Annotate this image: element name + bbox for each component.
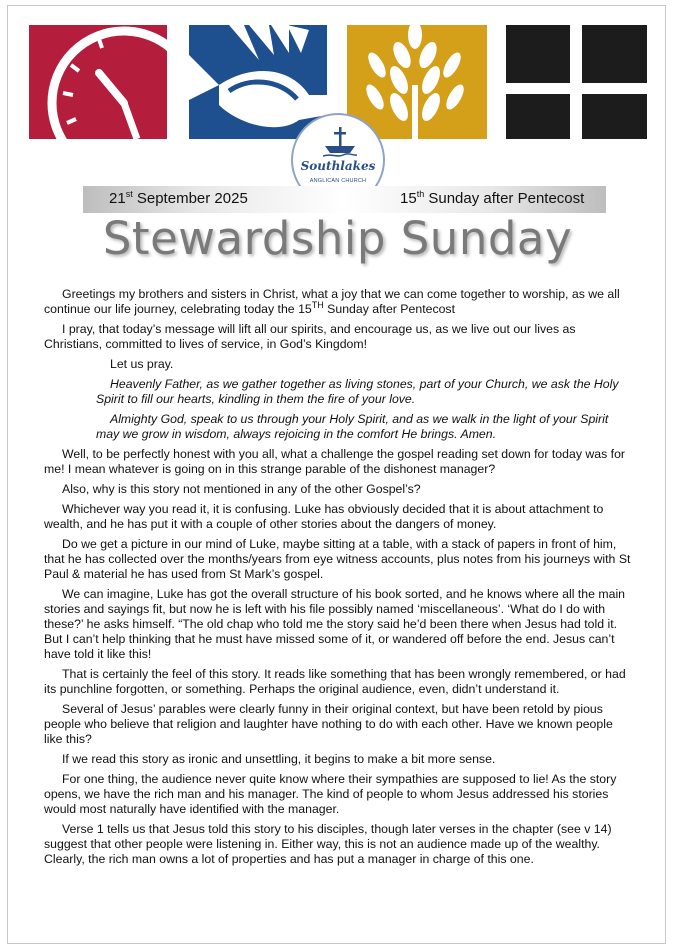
- prayer-almighty-god: Almighty God, speak to us through your Holy Spirit, and as we walk in the light of your Spirit may we grow in wisdom, always rejoicing in the comfort He brings. Amen.: [96, 412, 609, 441]
- cross-icon: [506, 25, 647, 139]
- banner-wheat-panel: [347, 25, 487, 139]
- paragraph-body: That is certainly the feel of this story. It reads like something that has been wrongly remembered, or had its punchline forgotten, or something. Perhaps the original audience, even, didn’t understand it.: [44, 667, 626, 696]
- logo-subtitle: ANGLICAN CHURCH: [309, 178, 367, 184]
- prayer-heavenly-father: Heavenly Father, as we gather together as living stones, part of your Church, we ask the Holy Spirit to fill our hearts, kindling in them the fire of your love.: [96, 377, 619, 406]
- page-title: Stewardship Sunday: [102, 212, 573, 265]
- service-date: 21st September 2025: [109, 189, 248, 207]
- paragraph-intro-prayer: I pray, that today’s message will lift all our spirits, and encourage us, as we live out our lives as Christians, committed to lives of service, in God’s Kingdom!: [44, 322, 576, 351]
- paragraph-body: We can imagine, Luke has got the overall structure of his book sorted, and he knows where all the main stories and sayings fit, but now he is left with his file possibly named ‘miscellaneous’. ‘What do I do with these?’ he asks himself. “The old chap who told me the story said he’d been there when Jesus had told it. But I can’t help thinking that he must have missed some of it, or wandered off before the end. Jesus can’t have told it like this!: [44, 587, 626, 661]
- paragraph-body: If we read this story as ironic and unsettling, it begins to make a bit more sense.: [62, 752, 496, 766]
- paragraph-body: Also, why is this story not mentioned in any of the other Gospel’s?: [62, 482, 421, 496]
- paragraph-body: Several of Jesus’ parables were clearly funny in their original context, but have been retold by pious people who believe that religion and laughter have nothing to do with each other. Have we known people like this?: [44, 702, 613, 746]
- paragraph-body: Well, to be perfectly honest with you all, what a challenge the gospel reading set down for today was for me! I mean whatever is going on in this strange parable of the dishonest manager?: [44, 447, 626, 476]
- sermon-body: [44, 287, 634, 872]
- paragraph-body: For one thing, the audience never quite know where their sympathies are supposed to lie! As the story opens, we have the rich man and his manager. The kind of people to whom Jesus addressed his stories would most naturally have identified with the manager.: [44, 772, 617, 816]
- wheat-icon: [347, 25, 487, 139]
- hands-icon: [189, 25, 327, 139]
- clock-icon: [29, 25, 167, 139]
- paragraph-greeting: Greetings my brothers and sisters in Christ, what a joy that we can come together to worship, as we all continue our life journey, celebrating today the 15TH Sunday after Pentecost: [44, 287, 620, 316]
- banner-clock-panel: [29, 25, 167, 139]
- banner-cross-panel: [506, 25, 647, 139]
- banner-hands-panel: [189, 25, 327, 139]
- boat-cross-icon: [323, 125, 357, 157]
- paragraph-let-us-pray: Let us pray.: [110, 357, 174, 371]
- liturgical-occasion: 15th Sunday after Pentecost: [400, 189, 585, 207]
- paragraph-body: Verse 1 tells us that Jesus told this story to his disciples, though later verses in the chapter (see v 14) suggest that other people were listening in. Either way, this is not an audience made up of the wealthy. Clearly, the rich man owns a lot of properties and has put a manager in charge of this one.: [44, 822, 612, 866]
- logo-name: Southlakes: [300, 159, 376, 173]
- paragraph-body: Whichever way you read it, it is confusing. Luke has obviously decided that it is about attachment to wealth, and he has put it with a couple of other stories about the dangers of money.: [44, 502, 604, 531]
- paragraph-body: Do we get a picture in our mind of Luke, maybe sitting at a table, with a stack of papers in front of him, that he has collected over the months/years from eye witness accounts, plus notes from his journeys with St Paul & material he has used from St Mark’s gospel.: [44, 537, 631, 581]
